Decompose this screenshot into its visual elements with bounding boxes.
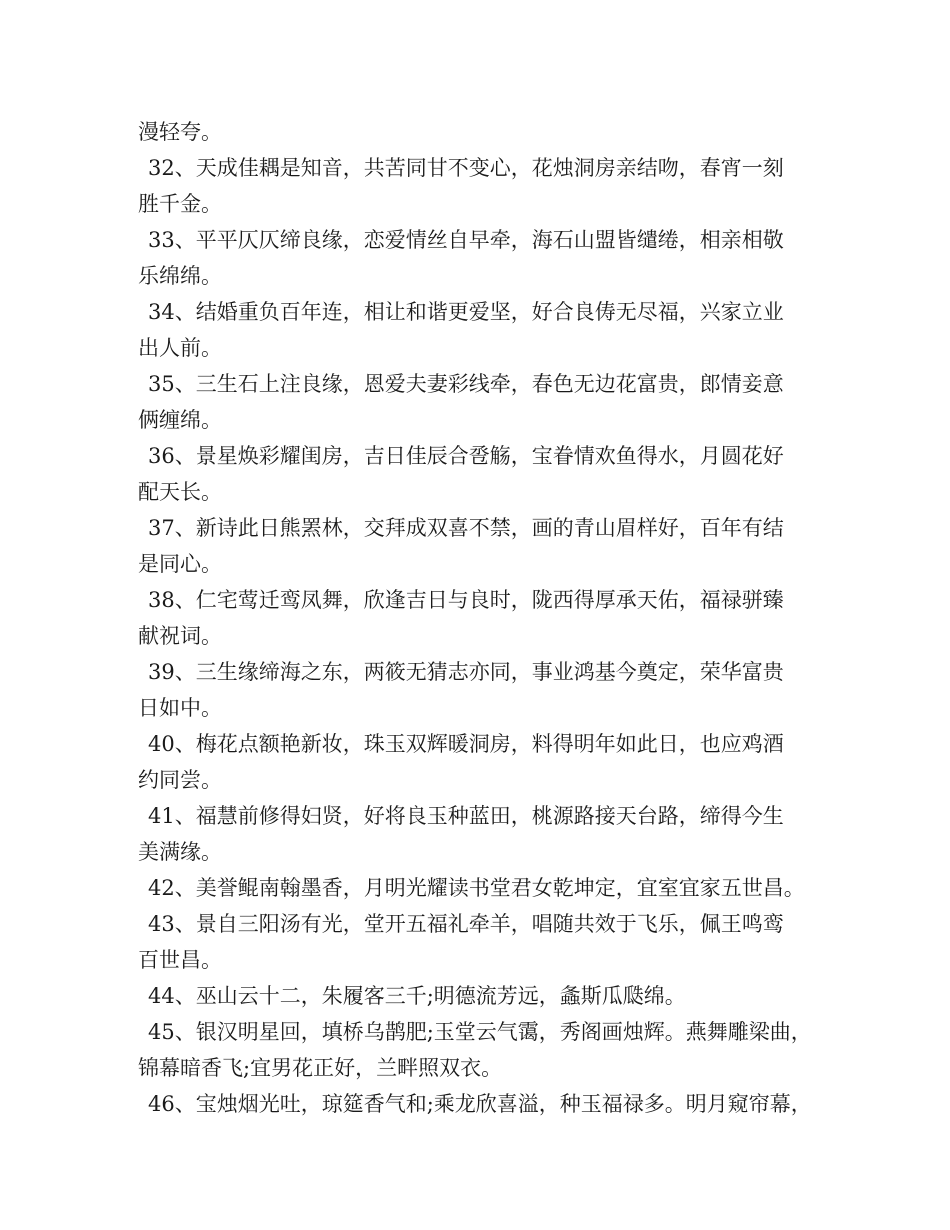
text-line: 35、三生石上注良缘，恩爱夫妻彩线牵，春色无边花富贵，郎情妾意 xyxy=(148,372,784,396)
text-line: 锦幕暗香飞;宜男花正好，兰畔照双衣。 xyxy=(138,1056,503,1080)
text-line: 约同尝。 xyxy=(138,768,222,792)
text-line: 33、平平仄仄缔良缘，恋爱情丝自早牵，海石山盟皆缱绻，相亲相敬 xyxy=(148,228,784,252)
text-line: 乐绵绵。 xyxy=(138,264,222,288)
text-line: 34、结婚重负百年连，相让和谐更爱坚，好合良俦无尽福，兴家立业 xyxy=(148,300,784,324)
text-line: 出人前。 xyxy=(138,336,222,360)
text-line: 42、美誉鲲南翰墨香，月明光耀读书堂君女乾坤定，宜室宜家五世昌。 xyxy=(148,876,805,900)
text-line: 配天长。 xyxy=(138,480,222,504)
text-line: 是同心。 xyxy=(138,552,222,576)
text-line: 41、福慧前修得妇贤，好将良玉种蓝田，桃源路接天台路，缔得今生 xyxy=(148,804,784,828)
text-line: 36、景星焕彩耀闺房，吉日佳辰合卺觞，宝眷情欢鱼得水，月圆花好 xyxy=(148,444,784,468)
text-line: 46、宝烛烟光吐，琼筵香气和;乘龙欣喜溢，种玉福禄多。明月窥帘幕， xyxy=(148,1092,812,1116)
text-line: 俩缠绵。 xyxy=(138,408,222,432)
text-line: 日如中。 xyxy=(138,696,222,720)
text-line: 43、景自三阳汤有光，堂开五福礼牵羊，唱随共效于飞乐，佩王鸣鸾 xyxy=(148,912,784,936)
text-line: 献祝词。 xyxy=(138,624,222,648)
text-line: 百世昌。 xyxy=(138,948,222,972)
text-line: 漫轻夸。 xyxy=(138,120,222,144)
text-line: 美满缘。 xyxy=(138,840,222,864)
text-line: 胜千金。 xyxy=(138,192,222,216)
text-line: 32、天成佳耦是知音，共苦同甘不变心，花烛洞房亲结吻，春宵一刻 xyxy=(148,156,784,180)
text-line: 40、梅花点额艳新妆，珠玉双辉暖洞房，料得明年如此日，也应鸡酒 xyxy=(148,732,784,756)
text-line: 37、新诗此日熊罴林，交拜成双喜不禁，画的青山眉样好，百年有结 xyxy=(148,516,784,540)
text-line: 38、仁宅莺迁鸾凤舞，欣逢吉日与良时，陇西得厚承天佑，福禄骈臻 xyxy=(148,588,784,612)
document-body xyxy=(138,114,818,1122)
text-line: 45、银汉明星回，填桥乌鹊肥;玉堂云气霭，秀阁画烛辉。燕舞雕梁曲， xyxy=(148,1020,812,1044)
text-line: 44、巫山云十二，朱履客三千;明德流芳远，螽斯瓜瓞绵。 xyxy=(148,984,686,1008)
text-line: 39、三生缘缔海之东，两筱无猜志亦同，事业鸿基今奠定，荣华富贵 xyxy=(148,660,784,684)
